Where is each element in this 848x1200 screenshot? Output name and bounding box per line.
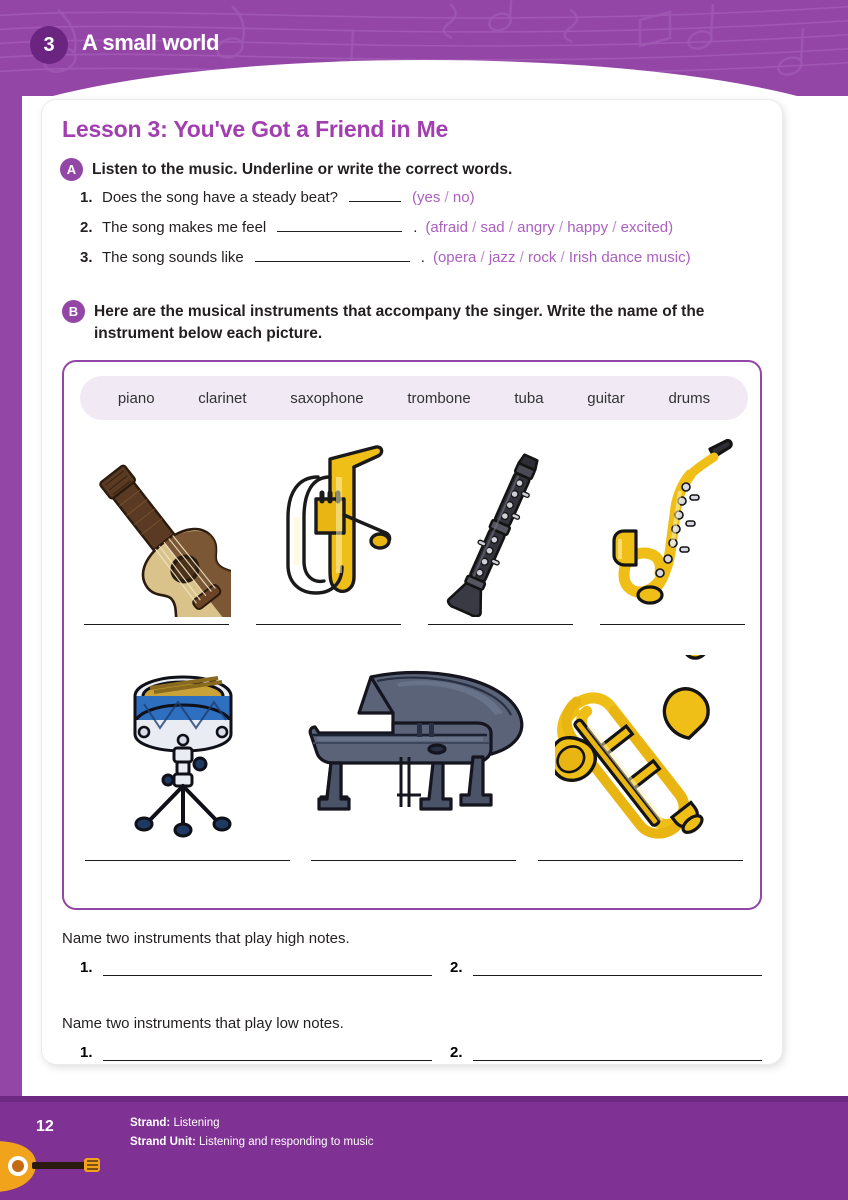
option[interactable]: afraid (430, 219, 468, 236)
section-a-instruction-row (60, 158, 760, 181)
question-text: The song makes me feel (102, 219, 267, 236)
strand-value: Listening (173, 1117, 220, 1129)
strand-unit-line (130, 1133, 374, 1152)
answer-field (432, 958, 762, 976)
option[interactable]: happy (567, 219, 609, 236)
instrument-name-line[interactable] (311, 860, 516, 861)
question-text-after: . (420, 249, 425, 266)
picture-cell (586, 432, 758, 622)
word-bank-item[interactable]: tuba (514, 389, 544, 407)
option[interactable]: sad (480, 219, 505, 236)
answer-number: 1. (80, 959, 93, 976)
section-b-badge: B (62, 300, 85, 323)
answer-line[interactable] (473, 958, 762, 976)
snare-drum-illustration-icon (108, 652, 258, 842)
section-a-badge: A (60, 158, 83, 181)
instrument-name-line[interactable] (84, 624, 229, 625)
instrument-panel (62, 360, 762, 910)
page-number: 12 (36, 1118, 54, 1135)
picture-cell (70, 432, 242, 622)
answer-field (62, 958, 432, 976)
instrument-name-line[interactable] (600, 624, 745, 625)
saxophone-illustration-icon (602, 435, 742, 620)
answer-number: 1. (80, 1044, 93, 1061)
trombone-illustration-icon (555, 655, 735, 840)
prompt-low-notes: Name two instruments that play low notes. (62, 1015, 344, 1032)
strand-unit-value: Listening and responding to music (199, 1135, 374, 1148)
guitar-illustration-icon (81, 437, 231, 617)
answer-field (62, 1043, 432, 1061)
strand-info (130, 1114, 374, 1152)
question-number: 3. (80, 249, 93, 266)
lesson-title: Lesson 3: You've Got a Friend in Me (62, 116, 449, 142)
word-bank-item[interactable]: drums (668, 389, 711, 407)
picture-cell (532, 647, 759, 847)
question-row (80, 188, 770, 206)
section-b-instruction: Here are the musical instruments that accompany the singer. Write the name of the instrument below each picture. (94, 303, 705, 342)
instrument-name-line[interactable] (85, 860, 290, 861)
word-bank-item[interactable]: guitar (587, 389, 625, 407)
option[interactable]: rock (528, 249, 557, 266)
question-text: The song sounds like (102, 249, 244, 266)
option[interactable]: yes (417, 189, 441, 206)
instrument-name-line[interactable] (538, 860, 743, 861)
answer-lines-row-2 (74, 860, 754, 861)
answer-blank[interactable] (255, 248, 410, 262)
picture-cell (414, 432, 586, 622)
word-bank-item[interactable]: saxophone (290, 389, 364, 407)
word-bank (80, 376, 748, 420)
option[interactable]: angry (517, 219, 555, 236)
question-row (80, 218, 770, 236)
word-bank-item[interactable]: clarinet (198, 389, 247, 407)
option[interactable]: excited (620, 219, 669, 236)
picture-cell (297, 647, 532, 847)
grand-piano-illustration-icon (297, 657, 532, 837)
option[interactable]: jazz (488, 249, 516, 266)
answer-blank[interactable] (277, 218, 402, 232)
option[interactable]: no (452, 189, 470, 206)
option[interactable]: opera (437, 249, 477, 266)
picture-cell (70, 647, 297, 847)
picture-cell (242, 432, 414, 622)
strand-label: Strand: (130, 1117, 171, 1129)
chapter-number-badge: 3 (30, 26, 68, 64)
picture-row-2 (70, 647, 758, 847)
instrument-name-line[interactable] (256, 624, 401, 625)
tuba-illustration-icon (258, 437, 398, 617)
question-number: 2. (80, 219, 93, 236)
answer-line[interactable] (103, 1043, 432, 1061)
question-row (80, 248, 770, 266)
page-header (0, 0, 848, 96)
answer-row-high (62, 958, 762, 976)
answer-line[interactable] (473, 1043, 762, 1061)
lesson-card (42, 100, 782, 1064)
word-bank-item[interactable]: piano (117, 389, 155, 407)
footer-guitar-icon (0, 1136, 122, 1200)
strand-line (130, 1114, 374, 1133)
answer-blank[interactable] (349, 188, 401, 202)
answer-number: 2. (450, 1044, 463, 1061)
instrument-name-line[interactable] (428, 624, 573, 625)
prompt-high-notes: Name two instruments that play high notes. (62, 930, 350, 947)
question-text: Does the song have a steady beat? (102, 189, 339, 206)
option[interactable]: Irish dance music (568, 249, 686, 266)
clarinet-illustration-icon (435, 437, 565, 617)
picture-row-1 (70, 432, 758, 622)
question-options: (opera / jazz / rock / Irish dance music) (432, 249, 691, 266)
section-a-instruction: Listen to the music. Underline or write the correct words. (92, 161, 513, 178)
chapter-title: A small world (82, 30, 220, 55)
section-a-questions (80, 188, 770, 278)
question-options: (yes / no) (412, 189, 475, 206)
question-number: 1. (80, 189, 93, 206)
word-bank-item[interactable]: trombone (407, 389, 471, 407)
answer-row-low (62, 1043, 762, 1061)
question-options: (afraid / sad / angry / happy / excited) (425, 219, 674, 236)
question-text-after: . (413, 219, 418, 236)
answer-line[interactable] (103, 958, 432, 976)
answer-lines-row-1 (70, 624, 758, 625)
section-b-instruction-row (62, 300, 762, 345)
footer-divider (0, 1096, 848, 1102)
answer-field (432, 1043, 762, 1061)
answer-number: 2. (450, 959, 463, 976)
strand-unit-label: Strand Unit: (130, 1135, 196, 1148)
page-footer (0, 1096, 848, 1200)
left-purple-rail (0, 90, 22, 1096)
